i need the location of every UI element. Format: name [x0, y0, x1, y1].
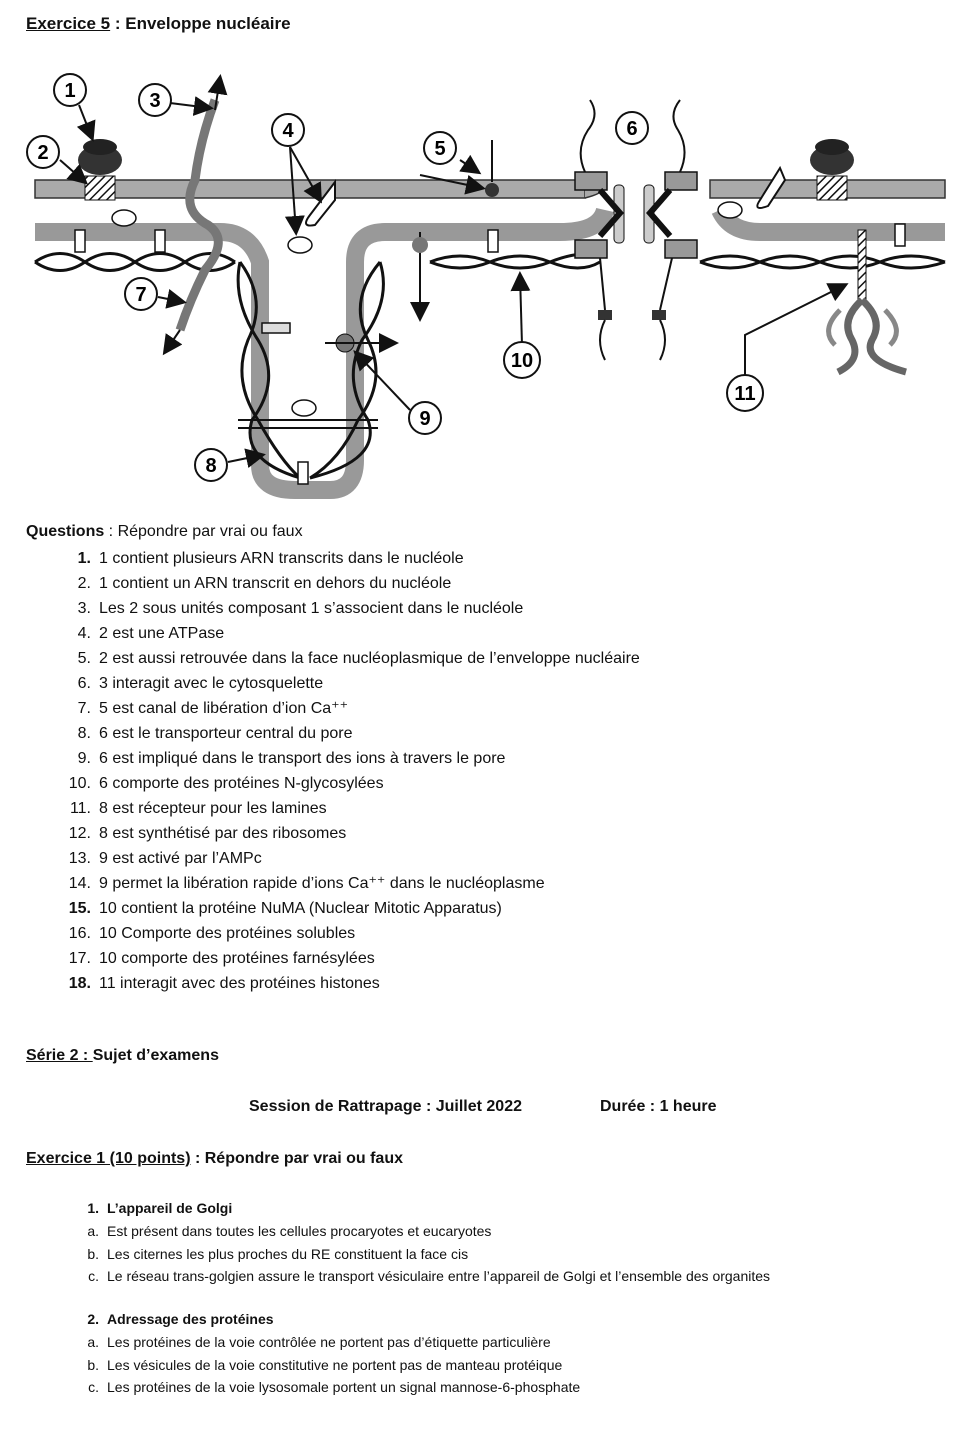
label-3 — [139, 84, 171, 116]
exercise-title-text: : Enveloppe nucléaire — [110, 14, 291, 33]
svg-text:11: 11 — [734, 383, 756, 405]
question-item: 12. 8 est synthétisé par des ribosomes — [68, 825, 347, 842]
svg-text:1: 1 — [64, 80, 76, 102]
label-5 — [424, 132, 456, 164]
duration-label: Durée : 1 heure — [600, 1098, 717, 1115]
exercise1-heading-label: Exercice 1 (10 points) — [26, 1150, 191, 1167]
questions-heading — [26, 523, 303, 541]
channel-5 — [485, 183, 499, 197]
section-golgi — [26, 1197, 770, 1288]
section-item: b. Les citernes les plus proches du RE constituent la face cis — [87, 1245, 469, 1262]
questions-heading-instruction: : Répondre par vrai ou faux — [104, 523, 303, 540]
svg-text:2: 2 — [37, 142, 49, 164]
svg-text:10: 10 — [510, 350, 534, 372]
serie-heading-text: Sujet d’examens — [92, 1047, 219, 1064]
section-heading: 2. Adressage des protéines — [87, 1311, 274, 1327]
questions-heading-label: Questions — [26, 523, 105, 540]
svg-text:5: 5 — [434, 138, 446, 160]
svg-text:7: 7 — [135, 284, 147, 306]
question-item: 16. 10 Comporte des protéines solubles — [68, 925, 356, 942]
lamina-fibers — [35, 254, 945, 479]
label-2 — [27, 136, 59, 168]
section-item: c. Le réseau trans-golgien assure le transport vésiculaire entre l’appareil de Golgi et l’ensemble des organites — [88, 1268, 771, 1284]
serie-heading-label: Série 2 : — [26, 1047, 93, 1064]
svg-text:9: 9 — [419, 408, 431, 430]
label-1 — [54, 74, 86, 106]
question-item: 5. 2 est aussi retrouvée dans la face nucléoplasmique de l’enveloppe nucléaire — [77, 650, 640, 667]
ribosome-left — [78, 139, 122, 200]
questions-list — [26, 546, 640, 996]
question-item: 10. 6 comporte des protéines N-glycosylées — [68, 775, 384, 792]
question-item: 13. 9 est activé par l’AMPc — [68, 850, 262, 867]
section-item: b. Les vésicules de la voie constitutive ne portent pas de manteau protéique — [87, 1356, 563, 1373]
exercise-title — [26, 14, 291, 34]
ribosome-right — [810, 139, 854, 200]
question-item: 9. 6 est impliqué dans le transport des ions à travers le pore — [77, 750, 506, 767]
section-adressage — [26, 1308, 580, 1399]
membrane-markers — [75, 202, 905, 484]
label-6 — [616, 112, 648, 144]
label-9 — [409, 402, 441, 434]
exercise-title-number: Exercice 5 — [26, 14, 111, 33]
question-item: 15. 10 contient la protéine NuMA (Nuclear Mitotic Apparatus) — [68, 900, 502, 917]
question-item: 3. Les 2 sous unités composant 1 s’associent dans le nucléole — [77, 600, 524, 617]
svg-text:6: 6 — [626, 118, 638, 140]
section-item: a. Les protéines de la voie contrôlée ne portent pas d’étiquette particulière — [87, 1334, 551, 1350]
exercise1-heading-text: : Répondre par vrai ou faux — [190, 1150, 403, 1167]
question-item: 18. 11 interagit avec des protéines histones — [68, 975, 380, 992]
exercise1-heading — [26, 1150, 403, 1168]
question-item: 14. 9 permet la libération rapide d’ions Ca⁺⁺ dans le nucléoplasme — [68, 875, 545, 892]
label-7 — [125, 278, 157, 310]
question-item: 7. 5 est canal de libération d’ion Ca⁺⁺ — [77, 700, 349, 717]
question-item: 6. 3 interagit avec le cytosquelette — [77, 675, 324, 692]
section-item: a. Est présent dans toutes les cellules procaryotes et eucaryotes — [87, 1223, 492, 1239]
chromatin-11 — [829, 230, 906, 372]
svg-text:3: 3 — [149, 90, 161, 112]
label-11 — [727, 375, 763, 411]
question-item: 11. 8 est récepteur pour les lamines — [69, 800, 327, 817]
protein-3 — [180, 100, 218, 330]
svg-text:4: 4 — [282, 120, 294, 142]
question-item: 8. 6 est le transporteur central du pore — [77, 725, 353, 742]
label-10 — [504, 342, 540, 378]
section-heading: 1. L’appareil de Golgi — [87, 1200, 233, 1216]
question-item: 1. 1 contient plusieurs ARN transcrits dans le nucléole — [77, 550, 464, 567]
label-4 — [272, 114, 304, 146]
nuclear-envelope-diagram — [0, 55, 978, 505]
label-8 — [195, 449, 227, 481]
svg-text:8: 8 — [205, 455, 217, 477]
section-item: c. Les protéines de la voie lysosomale portent un signal mannose-6-phosphate — [88, 1379, 581, 1395]
question-item: 17. 10 comporte des protéines farnésylées — [68, 950, 375, 967]
question-item: 2. 1 contient un ARN transcrit en dehors du nucléole — [77, 575, 452, 592]
session-label: Session de Rattrapage : Juillet 2022 — [249, 1098, 522, 1115]
question-item: 4. 2 est une ATPase — [77, 625, 225, 642]
serie-heading — [26, 1047, 219, 1065]
